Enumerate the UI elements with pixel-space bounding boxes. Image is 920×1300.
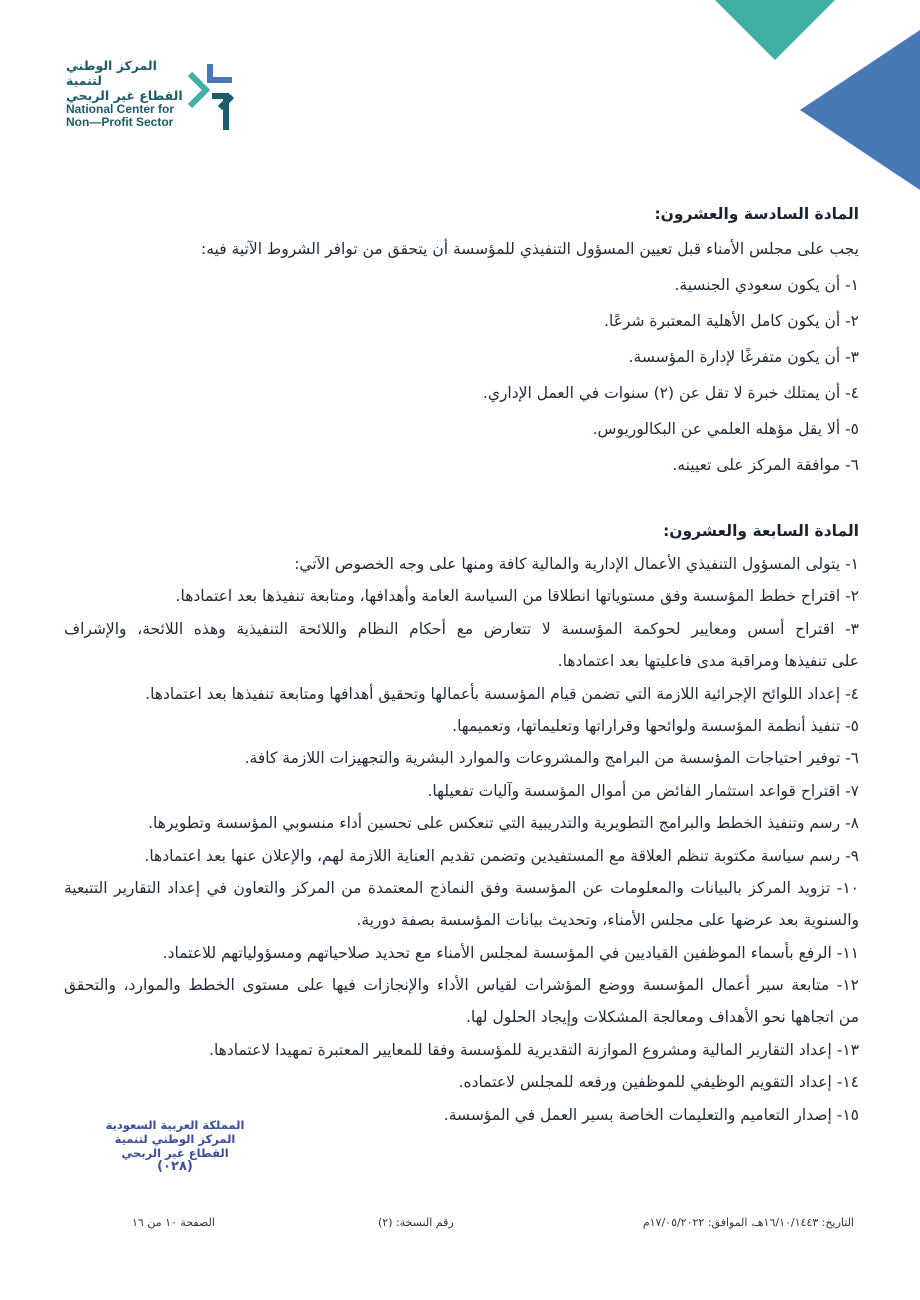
footer-date: التاريخ: ١٦/١٠/١٤٤٣هـ، الموافق: ١٧/٠٥/٢٠٢٢م [642,1216,854,1229]
article-27-line: ٣- اقتراح أسس ومعايير لحوكمة المؤسسة لا تتعارض مع أحكام النظام واللائحة التنفيذية وهذه اللائحة، والإشراف [64,619,859,638]
stamp-code: (٠٢٨) [157,1159,193,1174]
article-26-item: ٤- أن يمتلك خبرة لا تقل عن (٢) سنوات في العمل الإداري. [482,384,859,402]
official-stamp [100,1118,250,1174]
corner-decoration [680,0,920,200]
article-26-item: ١- أن يكون سعودي الجنسية. [674,276,859,294]
article-27-line: من اتجاهها نحو الأهداف ومعالجة المشكلات وإيجاد الحلول لها. [466,1008,859,1027]
article-27-line: ٢- اقتراح خطط المؤسسة وفق مستوياتها انطلاقا من السياسة العامة وأهدافها، ومتابعة تنفيذها بعد اعتمادها. [175,587,859,606]
article-26-heading: المادة السادسة والعشرون: [654,205,859,223]
article-27-line: ١٣- إعداد التقارير المالية ومشروع الموازنة التقديرية للمؤسسة وفقا للمعايير المعتبرة تمهيدا لاعتمادها. [209,1040,859,1059]
page-footer [0,1216,920,1236]
article-26-item: ٥- ألا يقل مؤهله العلمي عن البكالوريوس. [592,420,859,438]
logo-mark-icon [186,60,241,134]
article-27-line: ١- يتولى المسؤول التنفيذي الأعمال الإدارية والمالية كافة ومنها على وجه الخصوص الآتي: [294,555,859,573]
article-27-line: ٩- رسم سياسة مكتوبة تنظم العلاقة مع المستفيدين وتضمن تقديم العناية اللازمة لهم، والإعلان عنها بعد اعتمادها. [144,846,859,865]
article-27-line: ٤- إعداد اللوائح الإجرائية اللازمة التي تضمن قيام المؤسسة بأعمالها وتحقيق أهدافها ومتابعة تنفيذها بعد اعتمادها. [145,684,859,703]
article-27-line: ٧- اقتراح قواعد استثمار الفائض من أموال المؤسسة وآليات تفعيلها. [427,781,859,800]
logo-name-en-2: Non—Profit Sector [66,115,174,129]
article-27-line: ١٠- تزويد المركز بالبيانات والمعلومات عن المؤسسة وفق النماذج المعتمدة من المركز والتعاون في إعداد التقارير التتبعية [64,878,859,897]
stamp-line-2: المركز الوطني لتنمية [114,1132,236,1146]
logo-name-en-1: National Center for [66,102,175,116]
article-27-line: ١٥- إصدار التعاميم والتعليمات الخاصة بسير العمل في المؤسسة. [443,1105,859,1124]
article-27-line: ١١- الرفع بأسماء الموظفين القياديين في المؤسسة لمجلس الأمناء مع تحديد صلاحياتهم ومسؤولياتهم للاعتماد. [162,943,859,962]
article-26-item: ٢- أن يكون كامل الأهلية المعتبرة شرعًا. [604,312,859,330]
logo-name-ar-1: المركز الوطني لتنمية [66,58,157,88]
article-27-line: على تنفيذها ومراقبة مدى فاعليتها بعد اعتمادها. [557,652,859,671]
stamp-line-3: القطاع غير الربحي [121,1146,229,1160]
article-26-intro: يجب على مجلس الأمناء قبل تعيين المسؤول التنفيذي للمؤسسة أن يتحقق من توافر الشروط الآتية فيه: [201,240,859,258]
article-27-heading: المادة السابعة والعشرون: [663,522,859,540]
article-27-line: ١٢- متابعة سير أعمال المؤسسة ووضع المؤشرات لقياس الأداء والإنجازات فيها على مستوى الخطط والموارد، والتحقق [64,976,859,995]
article-27-line: ١٤- إعداد التقويم الوظيفي للموظفين ورفعه للمجلس لاعتماده. [458,1073,859,1092]
logo-name-ar-2: القطاع غير الربحي [66,88,183,103]
stamp-line-1: المملكة العربية السعودية [105,1118,245,1132]
article-27-line: والسنوية بعد عرضها على مجلس الأمناء، وتحديث بيانات المؤسسة بصفة دورية. [356,911,859,930]
article-27-line: ٨- رسم وتنفيذ الخطط والبرامج التطويرية والتدريبية التي تنعكس على تحسين أداء منسوبي المؤسسة وتطويرها. [148,814,859,833]
ncnp-logo [66,58,246,138]
logo-text [66,58,186,129]
article-27-line: ٥- تنفيذ أنظمة المؤسسة ولوائحها وقراراتها وتعليماتها، وتعميمها. [452,716,859,735]
article-27-section [64,515,859,1131]
footer-page-number: الصفحة ١٠ من ١٦ [132,1216,215,1229]
article-27-line: ٦- توفير احتياجات المؤسسة من البرامج والمشروعات والموارد البشرية والتجهيزات اللازمة كافة. [244,749,859,768]
article-26-item: ٦- موافقة المركز على تعيينه. [672,456,859,474]
footer-version: رقم النسخة: (٢) [378,1216,454,1229]
article-26-item: ٣- أن يكون متفرغًا لإدارة المؤسسة. [628,348,859,366]
document-body [64,198,859,1131]
